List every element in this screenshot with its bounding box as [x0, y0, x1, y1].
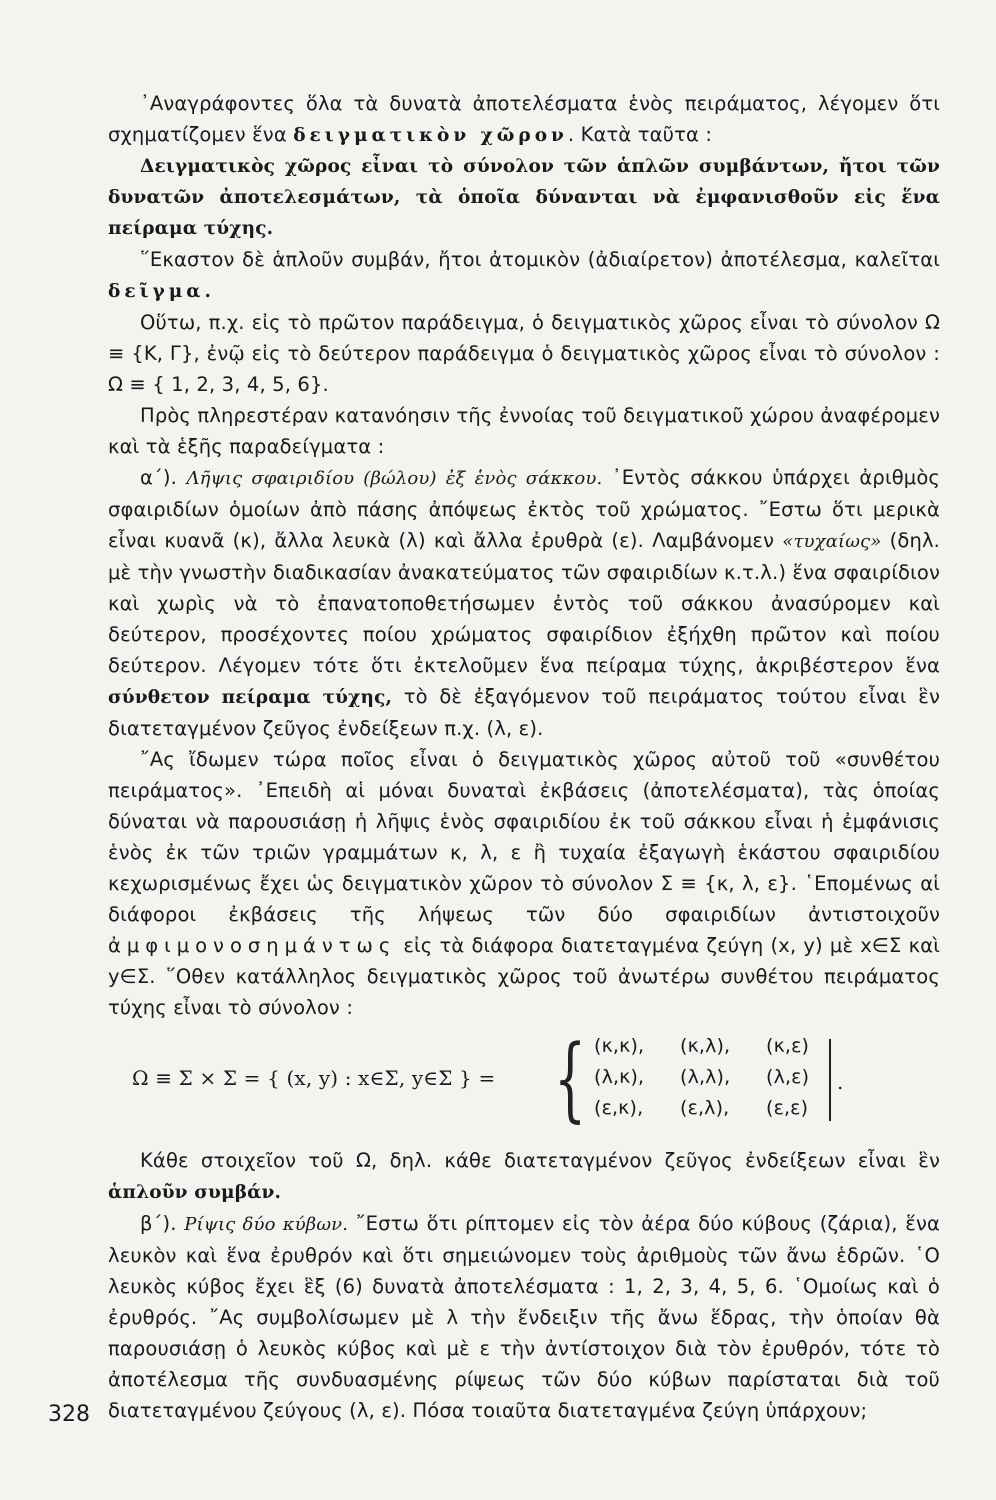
- paragraph-7: ῎Ας ἴδωμεν τώρα ποῖος εἶναι ὁ δειγματικὸς χῶρος αὐτοῦ τοῦ «συνθέτου πειράματος». ᾽Επειδὴ αἱ μόναι δυναταὶ ἐκβάσεις (ἀποτελέσματα), τὰς ὁποίας δύναται νὰ παρουσιάσῃ ἡ λῆψις ἑνὸς σφαιριδίου ἐκ τοῦ σάκκου εἶναι ἡ ἐμφάνισις ἑνὸς ἐκ τῶν τριῶν γραμμάτων κ, λ, ε ἢ τυχαία ἐξαγωγὴ ἑκάστου σφαιριδίου κεχωρισμένως ἔχει ὡς δειγματικὸν χῶρον τὸ σύνολον Σ ≡ {κ, λ, ε}. ῾Επομένως αἱ διάφοροι ἐκβάσεις τῆς λήψεως τῶν δύο σφαιριδίων ἀντιστοιχοῦν ἀμφιμονοσημάντως εἰς τὰ διάφορα διατεταγμένα ζεύγη (x, y) μὲ x∈Σ καὶ y∈Σ. ῞Οθεν κατάλληλος δειγματικὸς χῶρος τοῦ ἀνωτέρω συνθέτου πειράματος τύχης εἶναι τὸ σύνολον :: [108, 748, 940, 1019]
- paragraph-5: Πρὸς πληρεστέραν κατανόησιν τῆς ἐννοίας τοῦ δειγματικοῦ χώρου ἀναφέρομεν καὶ τὰ ἑξῆς παραδείγματα :: [108, 404, 940, 458]
- example-a-title: Λῆψις σφαιριδίου (βώλου) ἐξ ἑνὸς σάκκου.: [186, 468, 603, 489]
- matrix-cell: (ε,κ),: [594, 1097, 644, 1119]
- matrix-cell: (λ,κ),: [594, 1066, 645, 1088]
- matrix-cell: (κ,λ),: [680, 1035, 731, 1057]
- paragraph-8: Κάθε στοιχεῖον τοῦ Ω, δηλ. κάθε διατεταγμένον ζεῦγος ἐνδείξεων εἶναι ἓν ἁπλοῦν συμβάν.: [108, 1149, 940, 1203]
- brace-close-bar: [829, 1039, 831, 1121]
- example-a: α΄). Λῆψις σφαιριδίου (βώλου) ἐξ ἑνὸς σάκκου. ᾽Εντὸς σάκκου ὑπάρχει ἀριθμὸς σφαιριδίων ὁμοίων ἀπὸ πάσης ἀπόψεως ἐκτὸς τοῦ χρώματος. ῎Εστω ὅτι μερικὰ εἶναι κυανᾶ (κ), ἄλλα λευκὰ (λ) καὶ ἄλλα ἐρυθρὰ (ε). Λαμβάνομεν «τυχαίως» (δηλ. μὲ τὴν γνωστὴν διαδικασίαν ἀνακατεύματος τῶν σφαιριδίων κ.τ.λ.) ἕνα σφαιρίδιον καὶ χωρὶς νὰ τὸ ἐπανατοποθετήσωμεν ἐντὸς τοῦ σάκκου ἀνασύρομεν καὶ δεύτερον, προσέχοντες ποίου χρώματος σφαιρίδιον ἐξήχθη πρῶτον καὶ ποίου δεύτερον. Λέγομεν τότε ὅτι ἐκτελοῦμεν ἕνα πείραμα τύχης, ἀκριβέστερον ἕνα σύνθετον πείραμα τύχης, τὸ δὲ ἐξαγόμενον τοῦ πειράματος τούτου εἶναι ἓν διατεταγμένον ζεῦγος ἐνδείξεων π.χ. (λ, ε).: [108, 466, 941, 740]
- paragraph-3: ῞Εκαστον δὲ ἁπλοῦν συμβάν, ἤτοι ἀτομικὸν (ἀδιαίρετον) ἀποτέλεσμα, καλεῖται δεῖγμα.: [108, 248, 940, 302]
- matrix-cell: (ε,ε): [766, 1097, 809, 1119]
- page-number: 328: [48, 1402, 90, 1427]
- term-one-to-one: ἀμφιμονοσημάντως: [108, 934, 397, 957]
- page-text: [108, 88, 940, 1426]
- paragraph-1: ᾽Αναγράφοντες ὅλα τὰ δυνατὰ ἀποτελέσματα ἑνὸς πειράματος, λέγομεν ὅτι σχηματίζομεν ἕνα δειγματικὸν χῶρον. Κατὰ ταῦτα :: [108, 92, 940, 146]
- term-sample-space: δειγματικὸν χῶρον: [293, 125, 568, 146]
- term-simple-event: ἁπλοῦν συμβάν.: [108, 1182, 282, 1203]
- matrix-cell: (λ,ε): [766, 1066, 810, 1088]
- example-b-title: Ρίψις δύο κύβων.: [184, 1214, 349, 1235]
- term-compound-experiment: σύνθετον πείραμα τύχης,: [108, 687, 393, 708]
- equation-end-dot: .: [837, 1070, 844, 1094]
- matrix-cell: (λ,λ),: [680, 1066, 731, 1088]
- paragraph-4: Οὕτω, π.χ. εἰς τὸ πρῶτον παράδειγμα, ὁ δειγματικὸς χῶρος εἶναι τὸ σύνολον Ω ≡ {Κ, Γ}, ἐνῷ εἰς τὸ δεύτερον παράδειγμα ὁ δειγματικὸς χῶρος εἶναι τὸ σύνολον : Ω ≡ { 1, 2, 3, 4, 5, 6}.: [108, 311, 940, 396]
- brace-open: {: [554, 1025, 587, 1132]
- example-b: β΄). Ρίψις δύο κύβων. ῎Εστω ὅτι ρίπτομεν εἰς τὸν ἀέρα δύο κύβους (ζάρια), ἕνα λευκὸν καὶ ἕνα ἐρυθρόν καὶ ὅτι σημειώνομεν τοὺς ἀριθμοὺς τῶν ἄνω ἑδρῶν. ῾Ο λευκὸς κύβος ἔχει ἓξ (6) δυνατὰ ἀποτελέσματα : 1, 2, 3, 4, 5, 6. ῾Ομοίως καὶ ὁ ἐρυθρός. ῎Ας συμβολίσωμεν μὲ λ τὴν ἔνδειξιν τῆς ἄνω ἕδρας, τὴν ὁποίαν θὰ παρουσιάσῃ ὁ λευκὸς κύβος καὶ μὲ ε τὴν ἀντίστοιχον διὰ τὸν ἐρυθρόν, τότε τὸ ἀποτέλεσμα τῆς συνδυασμένης ρίψεως τῶν δύο κύβων παρίσταται διὰ τοῦ διατεταγμένου ζεύγους (λ, ε). Πόσα τοιαῦτα διατεταγμένα ζεύγη ὑπάρχουν;: [108, 1212, 940, 1422]
- example-a-label: α΄).: [140, 466, 187, 489]
- matrix-cell: (ε,λ),: [680, 1097, 730, 1119]
- example-b-label: β΄).: [140, 1212, 185, 1235]
- equation-left: Ω ≡ Σ × Σ = { (x, y) : x∈Σ, y∈Σ } =: [132, 1066, 496, 1090]
- sample-space-equation: [108, 1025, 940, 1132]
- definition-sample-space: Δειγματικὸς χῶρος εἶναι τὸ σύνολον τῶν ἁπλῶν συμβάντων, ἤτοι τῶν δυνατῶν ἀποτελεσμάτων, τὰ ὁποῖα δύνανται νὰ ἐμφανισθοῦν εἰς ἕνα πείραμα τύχης.: [108, 156, 940, 239]
- term-sample: δεῖγμα.: [108, 281, 215, 302]
- outcome-matrix: [594, 1031, 836, 1124]
- matrix-cell: (κ,ε): [766, 1035, 810, 1057]
- matrix-cell: (κ,κ),: [594, 1035, 645, 1057]
